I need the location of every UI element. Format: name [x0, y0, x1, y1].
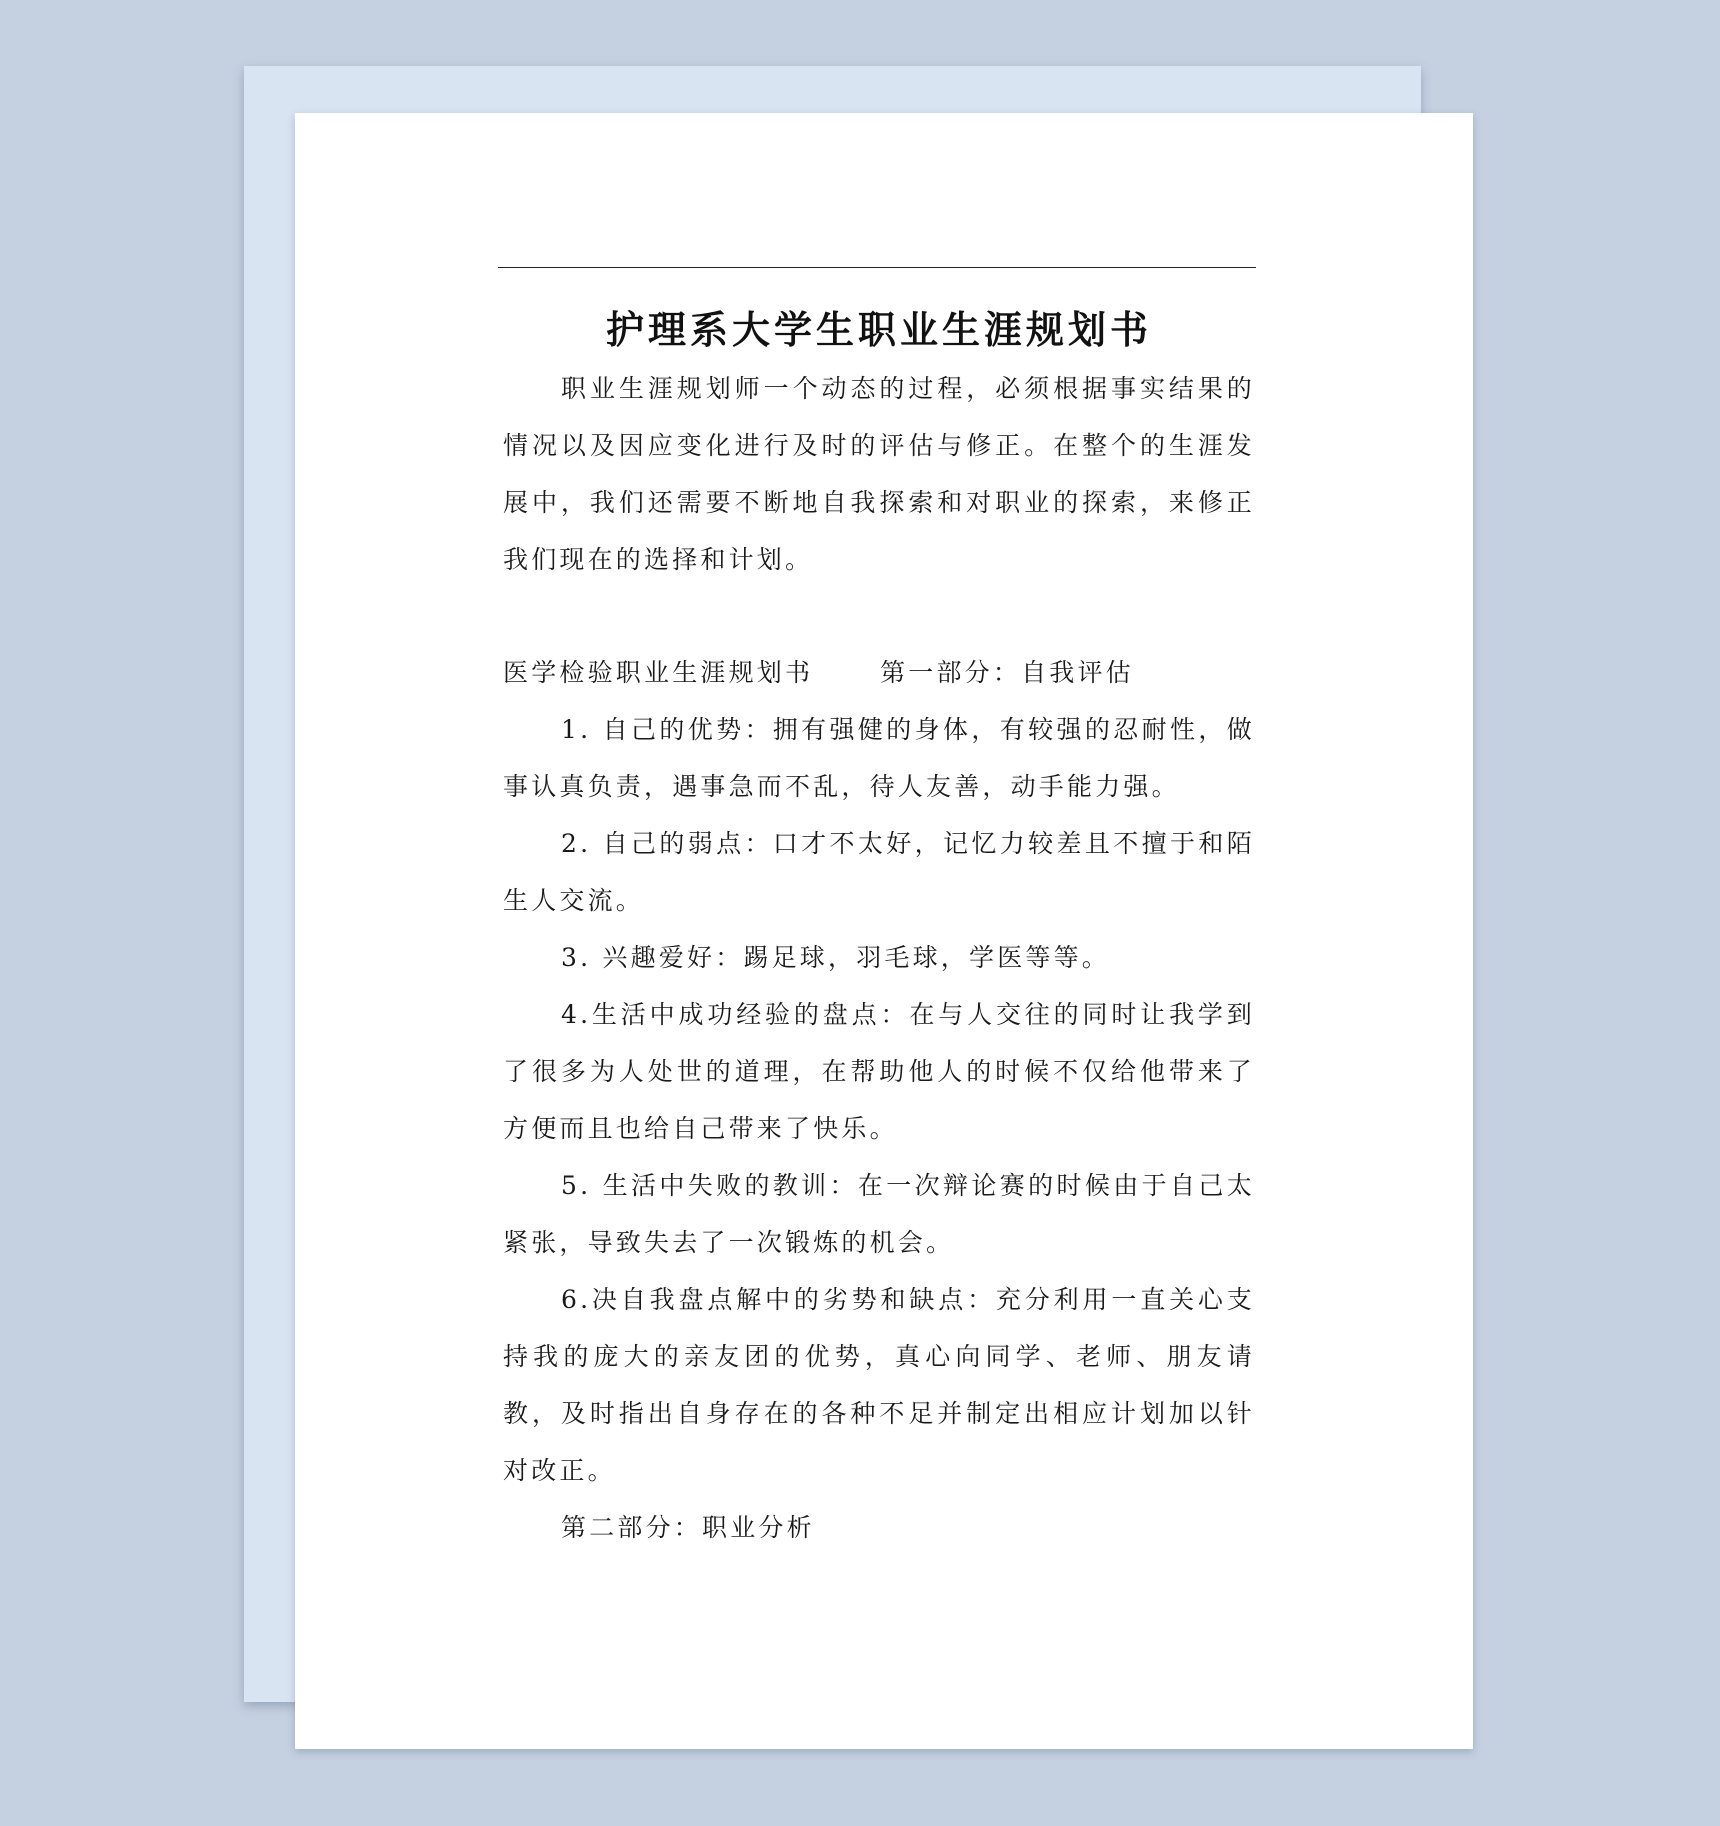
document-body [503, 267, 1255, 1556]
document-page [295, 113, 1473, 1749]
item-success-experience: 4.生活中成功经验的盘点：在与人交往的同时让我学到了很多为人处世的道理，在帮助他人的时候不仅给他带来了方便而且也给自己带来了快乐。 [503, 1000, 1255, 1143]
header-rule [498, 267, 1256, 268]
item-weaknesses: 2. 自己的弱点：口才不太好，记忆力较差且不擅于和陌生人交流。 [503, 829, 1255, 915]
intro-paragraph: 职业生涯规划师一个动态的过程，必须根据事实结果的情况以及因应变化进行及时的评估与修正。在整个的生涯发展中，我们还需要不断地自我探索和对职业的探索，来修正我们现在的选择和计划。 [503, 374, 1255, 574]
section-1-heading: 医学检验职业生涯规划书 第一部分：自我评估 [503, 658, 1134, 687]
item-failure-lesson: 5. 生活中失败的教训：在一次辩论赛的时候由于自己太紧张，导致失去了一次锻炼的机会。 [503, 1171, 1255, 1257]
section-2-heading: 第二部分：职业分析 [561, 1513, 815, 1542]
item-strengths: 1. 自己的优势：拥有强健的身体，有较强的忍耐性，做事认真负责，遇事急而不乱，待人友善，动手能力强。 [503, 715, 1255, 801]
document-title: 护理系大学生职业生涯规划书 [605, 308, 1152, 352]
item-improvement-plan: 6.决自我盘点解中的劣势和缺点：充分利用一直关心支持我的庞大的亲友团的优势，真心向同学、老师、朋友请教，及时指出自身存在的各种不足并制定出相应计划加以针对改正。 [503, 1285, 1255, 1485]
item-hobbies: 3. 兴趣爱好：踢足球，羽毛球，学医等等。 [561, 943, 1111, 972]
